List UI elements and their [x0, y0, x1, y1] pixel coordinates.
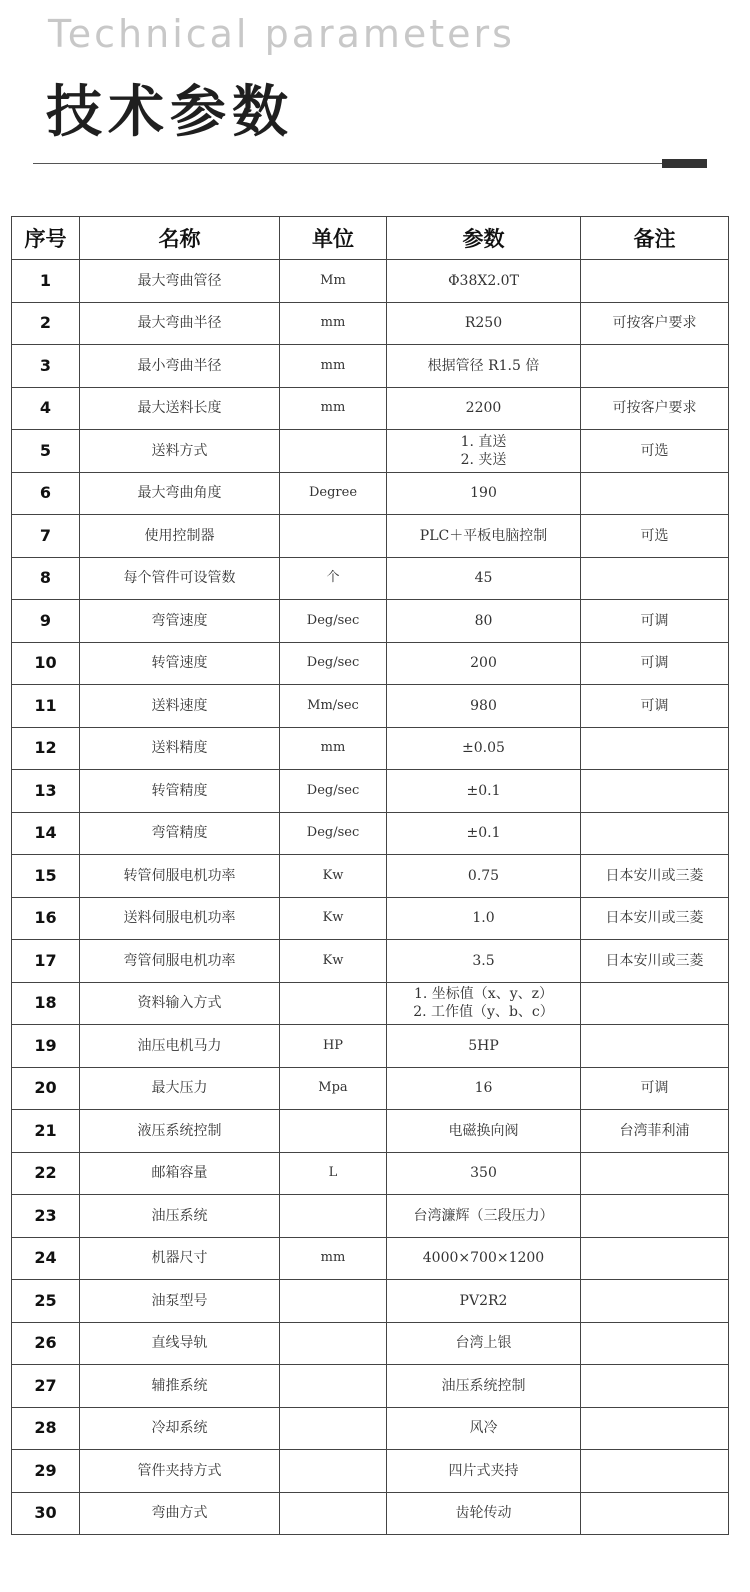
- cell-no: 4: [12, 387, 80, 430]
- cell-note: [581, 1365, 729, 1408]
- cell-value: [387, 345, 581, 388]
- cell-note: [581, 1237, 729, 1280]
- cell-unit: 个: [280, 557, 387, 600]
- cell-value: [387, 1450, 581, 1493]
- cell-value-line: ±0.1: [466, 825, 501, 842]
- cell-value-line: 油压系统控制: [441, 1377, 526, 1394]
- table-row: [12, 1067, 729, 1110]
- cell-value-line: 电磁换向阀: [448, 1122, 519, 1139]
- table-row: [12, 260, 729, 303]
- cell-value-line: Φ38X2.0T: [448, 272, 519, 289]
- cell-unit: mm: [280, 727, 387, 770]
- cell-value: [387, 1237, 581, 1280]
- cell-note: 可调: [581, 600, 729, 643]
- cell-note: 可调: [581, 685, 729, 728]
- cell-unit: [280, 1322, 387, 1365]
- cell-no: 14: [12, 812, 80, 855]
- cell-value-line: 2200: [465, 400, 502, 417]
- cell-value-line: 齿轮传动: [455, 1505, 512, 1522]
- cell-no: 6: [12, 472, 80, 515]
- cell-no: 8: [12, 557, 80, 600]
- cell-unit: [280, 515, 387, 558]
- cell-no: 29: [12, 1450, 80, 1493]
- cell-name: 弯管伺服电机功率: [80, 940, 280, 983]
- cell-value: [387, 260, 581, 303]
- cell-value: [387, 642, 581, 685]
- table-row: [12, 600, 729, 643]
- cell-name: 油泵型号: [80, 1280, 280, 1323]
- cell-no: 23: [12, 1195, 80, 1238]
- cell-value-line: PV2R2: [459, 1292, 508, 1309]
- cell-name: 最大弯曲管径: [80, 260, 280, 303]
- cell-value-line: 1.0: [472, 910, 495, 927]
- column-header-unit: 单位: [280, 217, 387, 260]
- cell-value-line: PLC＋平板电脑控制: [419, 527, 548, 544]
- cell-value: [387, 600, 581, 643]
- table-row: [12, 855, 729, 898]
- cell-name: 油压电机马力: [80, 1025, 280, 1068]
- cell-value-line: 4000×700×1200: [422, 1250, 545, 1267]
- cell-name: 使用控制器: [80, 515, 280, 558]
- cell-name: 弯管速度: [80, 600, 280, 643]
- cell-no: 19: [12, 1025, 80, 1068]
- cell-value-line: 5HP: [468, 1037, 499, 1054]
- cell-note: 日本安川或三菱: [581, 940, 729, 983]
- cell-unit: Kw: [280, 940, 387, 983]
- cell-no: 26: [12, 1322, 80, 1365]
- cell-no: 30: [12, 1492, 80, 1535]
- cell-unit: Deg/sec: [280, 770, 387, 813]
- cell-note: 可选: [581, 430, 729, 473]
- cell-note: [581, 1152, 729, 1195]
- cell-value: [387, 1407, 581, 1450]
- cell-value: [387, 515, 581, 558]
- cell-value-line: 350: [470, 1165, 497, 1182]
- table-row: [12, 897, 729, 940]
- cell-name: 冷却系统: [80, 1407, 280, 1450]
- cell-note: [581, 345, 729, 388]
- cell-value-line: 四片式夹持: [448, 1462, 519, 1479]
- cell-name: 最小弯曲半径: [80, 345, 280, 388]
- table-row: [12, 727, 729, 770]
- cell-value-line: 80: [474, 612, 493, 629]
- table-row: [12, 1110, 729, 1153]
- cell-note: 可按客户要求: [581, 387, 729, 430]
- cell-no: 25: [12, 1280, 80, 1323]
- table-row: [12, 302, 729, 345]
- header-title-cn: 技术参数: [46, 80, 294, 145]
- table-header: [12, 217, 729, 260]
- cell-note: [581, 982, 729, 1025]
- cell-value-line: 2. 工作值（y、b、c）: [413, 1004, 554, 1021]
- cell-note: [581, 260, 729, 303]
- cell-unit: Deg/sec: [280, 642, 387, 685]
- cell-no: 1: [12, 260, 80, 303]
- cell-value: [387, 1365, 581, 1408]
- cell-value-line: 台湾濂辉（三段压力）: [413, 1207, 554, 1224]
- cell-value: [387, 557, 581, 600]
- cell-value: [387, 1067, 581, 1110]
- cell-note: [581, 1322, 729, 1365]
- cell-note: 可调: [581, 1067, 729, 1110]
- cell-unit: [280, 1110, 387, 1153]
- table-row: [12, 1280, 729, 1323]
- cell-unit: L: [280, 1152, 387, 1195]
- cell-unit: [280, 982, 387, 1025]
- cell-value-line: ±0.05: [462, 740, 505, 757]
- cell-name: 直线导轨: [80, 1322, 280, 1365]
- cell-value: [387, 1152, 581, 1195]
- cell-name: 送料伺服电机功率: [80, 897, 280, 940]
- cell-value-line: 根据管径 R1.5 倍: [427, 357, 540, 374]
- cell-value: [387, 982, 581, 1025]
- cell-unit: Deg/sec: [280, 600, 387, 643]
- table-row: [12, 982, 729, 1025]
- cell-no: 27: [12, 1365, 80, 1408]
- cell-name: 最大压力: [80, 1067, 280, 1110]
- cell-value: [387, 1492, 581, 1535]
- table-row: [12, 685, 729, 728]
- cell-unit: Kw: [280, 897, 387, 940]
- cell-no: 24: [12, 1237, 80, 1280]
- cell-value: [387, 430, 581, 473]
- cell-unit: Degree: [280, 472, 387, 515]
- cell-value-line: 980: [470, 697, 497, 714]
- table-row: [12, 1025, 729, 1068]
- cell-unit: [280, 1195, 387, 1238]
- cell-no: 3: [12, 345, 80, 388]
- column-header-no: 序号: [12, 217, 80, 260]
- cell-no: 22: [12, 1152, 80, 1195]
- cell-value-line: 45: [474, 570, 493, 587]
- cell-value-line: 1. 坐标值（x、y、z）: [414, 986, 553, 1003]
- table-row: [12, 1195, 729, 1238]
- cell-name: 弯管精度: [80, 812, 280, 855]
- cell-no: 20: [12, 1067, 80, 1110]
- table-row: [12, 387, 729, 430]
- cell-name: 油压系统: [80, 1195, 280, 1238]
- cell-name: 最大送料长度: [80, 387, 280, 430]
- cell-unit: [280, 1407, 387, 1450]
- cell-name: 资料输入方式: [80, 982, 280, 1025]
- table-row: [12, 940, 729, 983]
- cell-unit: [280, 1280, 387, 1323]
- cell-value-line: 2. 夹送: [460, 451, 507, 468]
- table-row: [12, 345, 729, 388]
- cell-unit: mm: [280, 302, 387, 345]
- cell-name: 转管伺服电机功率: [80, 855, 280, 898]
- column-header-name: 名称: [80, 217, 280, 260]
- cell-value-line: 200: [470, 655, 497, 672]
- cell-no: 21: [12, 1110, 80, 1153]
- cell-value: [387, 472, 581, 515]
- table-row: [12, 1492, 729, 1535]
- cell-no: 17: [12, 940, 80, 983]
- cell-no: 7: [12, 515, 80, 558]
- cell-value: [387, 855, 581, 898]
- cell-note: 日本安川或三菱: [581, 855, 729, 898]
- cell-unit: [280, 1492, 387, 1535]
- cell-name: 转管速度: [80, 642, 280, 685]
- table-row: [12, 430, 729, 473]
- cell-value: [387, 812, 581, 855]
- cell-unit: mm: [280, 1237, 387, 1280]
- cell-no: 9: [12, 600, 80, 643]
- cell-unit: HP: [280, 1025, 387, 1068]
- cell-value: [387, 302, 581, 345]
- cell-unit: Mpa: [280, 1067, 387, 1110]
- cell-note: [581, 557, 729, 600]
- table-row: [12, 1407, 729, 1450]
- cell-unit: [280, 1450, 387, 1493]
- cell-unit: [280, 1365, 387, 1408]
- table-body: [12, 260, 729, 1535]
- cell-note: 可选: [581, 515, 729, 558]
- cell-name: 弯曲方式: [80, 1492, 280, 1535]
- cell-name: 辅推系统: [80, 1365, 280, 1408]
- cell-value-line: 风冷: [469, 1420, 498, 1437]
- header-divider: [33, 163, 707, 164]
- cell-note: [581, 1280, 729, 1323]
- table-row: [12, 770, 729, 813]
- cell-name: 送料精度: [80, 727, 280, 770]
- cell-value-line: 1. 直送: [460, 433, 507, 450]
- cell-no: 16: [12, 897, 80, 940]
- cell-unit: [280, 430, 387, 473]
- table-row: [12, 1152, 729, 1195]
- cell-value: [387, 1110, 581, 1153]
- cell-no: 5: [12, 430, 80, 473]
- cell-name: 每个管件可设管数: [80, 557, 280, 600]
- table-row: [12, 515, 729, 558]
- cell-value: [387, 1025, 581, 1068]
- table-row: [12, 557, 729, 600]
- cell-value: [387, 685, 581, 728]
- table-row: [12, 472, 729, 515]
- cell-note: [581, 1195, 729, 1238]
- cell-value: [387, 770, 581, 813]
- cell-value-line: 0.75: [467, 867, 500, 884]
- table-row: [12, 642, 729, 685]
- cell-value-line: 3.5: [472, 952, 495, 969]
- cell-no: 12: [12, 727, 80, 770]
- cell-value-line: 16: [474, 1080, 493, 1097]
- table-row: [12, 812, 729, 855]
- cell-no: 13: [12, 770, 80, 813]
- cell-note: [581, 1025, 729, 1068]
- cell-value: [387, 1322, 581, 1365]
- cell-value: [387, 387, 581, 430]
- cell-note: [581, 472, 729, 515]
- cell-no: 28: [12, 1407, 80, 1450]
- header-divider-accent: [662, 159, 707, 168]
- cell-no: 10: [12, 642, 80, 685]
- cell-note: [581, 1407, 729, 1450]
- header-title-en: Technical parameters: [48, 12, 515, 56]
- cell-no: 18: [12, 982, 80, 1025]
- table-row: [12, 1237, 729, 1280]
- cell-name: 最大弯曲角度: [80, 472, 280, 515]
- cell-value: [387, 1280, 581, 1323]
- cell-value-line: ±0.1: [466, 782, 501, 799]
- cell-unit: mm: [280, 345, 387, 388]
- table-row: [12, 1450, 729, 1493]
- parameters-table: [11, 216, 729, 1535]
- table-row: [12, 1322, 729, 1365]
- cell-name: 转管精度: [80, 770, 280, 813]
- cell-value-line: 190: [470, 485, 497, 502]
- cell-note: 可按客户要求: [581, 302, 729, 345]
- cell-no: 2: [12, 302, 80, 345]
- cell-no: 15: [12, 855, 80, 898]
- cell-value-line: 台湾上银: [455, 1335, 512, 1352]
- cell-value: [387, 940, 581, 983]
- column-header-note: 备注: [581, 217, 729, 260]
- cell-unit: Mm: [280, 260, 387, 303]
- cell-note: [581, 812, 729, 855]
- cell-value: [387, 727, 581, 770]
- cell-unit: Deg/sec: [280, 812, 387, 855]
- cell-name: 邮箱容量: [80, 1152, 280, 1195]
- cell-note: [581, 770, 729, 813]
- cell-value: [387, 1195, 581, 1238]
- cell-name: 机器尺寸: [80, 1237, 280, 1280]
- table-row: [12, 1365, 729, 1408]
- cell-note: [581, 1450, 729, 1493]
- cell-value: [387, 897, 581, 940]
- cell-value-line: R250: [464, 315, 503, 332]
- cell-name: 液压系统控制: [80, 1110, 280, 1153]
- cell-note: [581, 1492, 729, 1535]
- cell-unit: Kw: [280, 855, 387, 898]
- column-header-value: 参数: [387, 217, 581, 260]
- cell-unit: Mm/sec: [280, 685, 387, 728]
- cell-note: [581, 727, 729, 770]
- cell-note: 台湾菲利浦: [581, 1110, 729, 1153]
- cell-name: 最大弯曲半径: [80, 302, 280, 345]
- cell-note: 日本安川或三菱: [581, 897, 729, 940]
- cell-name: 送料方式: [80, 430, 280, 473]
- cell-note: 可调: [581, 642, 729, 685]
- cell-name: 管件夹持方式: [80, 1450, 280, 1493]
- cell-unit: mm: [280, 387, 387, 430]
- header-row: [12, 217, 729, 260]
- cell-no: 11: [12, 685, 80, 728]
- cell-name: 送料速度: [80, 685, 280, 728]
